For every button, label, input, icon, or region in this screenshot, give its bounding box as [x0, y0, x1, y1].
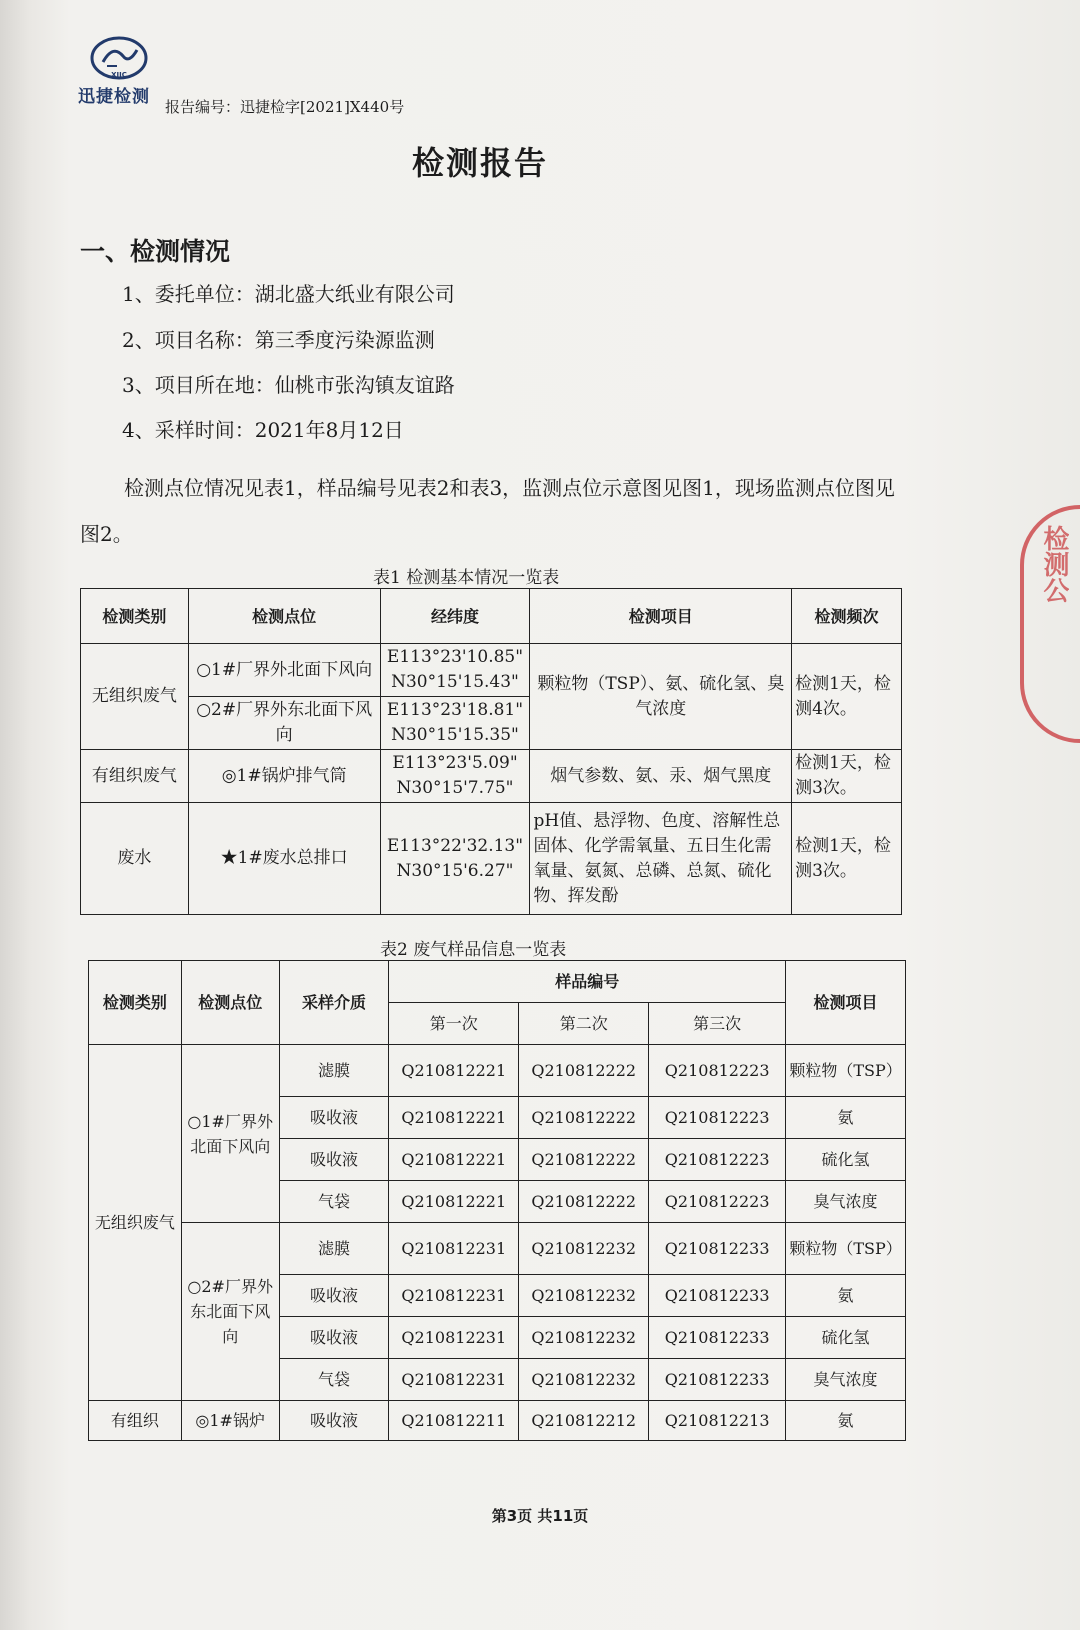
table2-sample: Q210812221	[389, 1139, 519, 1181]
table2-sample: Q210812222	[519, 1181, 649, 1223]
table2-sample: Q210812222	[519, 1097, 649, 1139]
table2-header-point: 检测点位	[181, 961, 279, 1045]
table2-item: 颗粒物（TSP）	[786, 1045, 906, 1097]
info-client: 1、委托单位：湖北盛大纸业有限公司	[122, 282, 455, 306]
table2-medium: 滤膜	[279, 1223, 389, 1275]
report-number: 报告编号：迅捷检字[2021]X440号	[165, 98, 405, 116]
table2-sample: Q210812223	[649, 1097, 786, 1139]
page-title: 检测报告	[411, 144, 548, 182]
table2-sample: Q210812223	[649, 1139, 786, 1181]
table2-sample: Q210812223	[649, 1181, 786, 1223]
table1-coord: E113°23'10.85" N30°15'15.43"	[380, 644, 530, 697]
description-paragraph: 检测点位情况见表1，样品编号见表2和表3，监测点位示意图见图1，现场监测点位图见图2。	[80, 476, 895, 546]
table2-sample: Q210812231	[389, 1223, 519, 1275]
table1-category: 废水	[81, 803, 189, 915]
table2-header-medium: 采样介质	[279, 961, 389, 1045]
table2	[88, 960, 906, 1441]
info-project-name: 2、项目名称：第三季度污染源监测	[122, 328, 435, 352]
table2-header-first: 第一次	[389, 1003, 519, 1045]
table2-item: 臭气浓度	[786, 1359, 906, 1401]
table2-header-second: 第二次	[519, 1003, 649, 1045]
table2-medium: 吸收液	[279, 1317, 389, 1359]
table1-category: 无组织废气	[81, 644, 189, 750]
table2-sample: Q210812222	[519, 1139, 649, 1181]
table2-item: 氨	[786, 1275, 906, 1317]
table1-coord: E113°23'5.09" N30°15'7.75"	[380, 750, 530, 803]
table2-medium: 气袋	[279, 1359, 389, 1401]
table2-point: ○2#厂界外东北面下风向	[181, 1223, 279, 1401]
table1-header-coord: 经纬度	[380, 589, 530, 644]
table2-sample: Q210812222	[519, 1045, 649, 1097]
table-row	[89, 1045, 906, 1097]
table1-items: 颗粒物（TSP）、氨、硫化氢、臭气浓度	[530, 644, 792, 750]
table2-sample: Q210812231	[389, 1275, 519, 1317]
table1-point: ★1#废水总排口	[188, 803, 380, 915]
table-row	[81, 750, 902, 803]
table2-point: ◎1#锅炉	[181, 1401, 279, 1441]
table2-sample: Q210812232	[519, 1317, 649, 1359]
table1-coord: E113°22'32.13" N30°15'6.27"	[380, 803, 530, 915]
company-logo	[78, 36, 160, 107]
table-row	[81, 644, 902, 697]
table2-item: 氨	[786, 1401, 906, 1441]
table2-item: 硫化氢	[786, 1139, 906, 1181]
table1-items: pH值、悬浮物、色度、溶解性总固体、化学需氧量、五日生化需氧量、氨氮、总磷、总氮、硫化物、挥发酚	[530, 803, 792, 915]
table2-item: 颗粒物（TSP）	[786, 1223, 906, 1275]
table2-header-third: 第三次	[649, 1003, 786, 1045]
table1-point: ○1#厂界外北面下风向	[188, 644, 380, 697]
logo-text: 迅捷检测	[78, 87, 150, 107]
table1-coord: E113°23'18.81" N30°15'15.35"	[380, 697, 530, 750]
table2-item: 硫化氢	[786, 1317, 906, 1359]
table2-sample: Q210812223	[649, 1045, 786, 1097]
table-row	[81, 803, 902, 915]
table2-medium: 气袋	[279, 1181, 389, 1223]
table2-sample: Q210812233	[649, 1223, 786, 1275]
table2-caption: 表2 废气样品信息一览表	[380, 940, 567, 960]
page-footer: 第3页 共11页	[491, 1507, 589, 1525]
table2-medium: 吸收液	[279, 1139, 389, 1181]
table2-sample: Q210812232	[519, 1223, 649, 1275]
table2-point: ○1#厂界外北面下风向	[181, 1045, 279, 1223]
table1-point: ○2#厂界外东北面下风向	[188, 697, 380, 750]
table2-category: 有组织	[89, 1401, 182, 1441]
table2-medium: 吸收液	[279, 1401, 389, 1441]
table2-medium: 滤膜	[279, 1045, 389, 1097]
table2-sample: Q210812232	[519, 1359, 649, 1401]
table2-sample: Q210812212	[519, 1401, 649, 1441]
table1-header-frequency: 检测频次	[792, 589, 902, 644]
table2-medium: 吸收液	[279, 1097, 389, 1139]
table1-category: 有组织废气	[81, 750, 189, 803]
table2-sample: Q210812231	[389, 1359, 519, 1401]
table2-sample: Q210812221	[389, 1097, 519, 1139]
table2-header-row	[89, 961, 906, 1003]
red-seal-stamp-text: 检测公	[1039, 525, 1069, 603]
table2-sample: Q210812232	[519, 1275, 649, 1317]
table1-header-category: 检测类别	[81, 589, 189, 644]
table1-frequency: 检测1天，检测3次。	[792, 750, 902, 803]
table2-sample: Q210812211	[389, 1401, 519, 1441]
table2-sample: Q210812221	[389, 1045, 519, 1097]
table2-sample: Q210812233	[649, 1359, 786, 1401]
table-row	[89, 1223, 906, 1275]
table1-header-items: 检测项目	[530, 589, 792, 644]
table2-sample: Q210812233	[649, 1317, 786, 1359]
table2-header-sample-no: 样品编号	[389, 961, 786, 1003]
table-row	[89, 1401, 906, 1441]
logo-emblem-icon	[89, 36, 149, 80]
table2-sample: Q210812221	[389, 1181, 519, 1223]
info-sampling-time: 4、采样时间：2021年8月12日	[122, 418, 404, 442]
table1-frequency: 检测1天，检测4次。	[792, 644, 902, 750]
table2-medium: 吸收液	[279, 1275, 389, 1317]
table2-item: 氨	[786, 1097, 906, 1139]
table1-items: 烟气参数、氨、汞、烟气黑度	[530, 750, 792, 803]
table1-caption: 表1 检测基本情况一览表	[373, 568, 560, 588]
table2-header-category: 检测类别	[89, 961, 182, 1045]
table1-point: ◎1#锅炉排气筒	[188, 750, 380, 803]
info-project-location: 3、项目所在地：仙桃市张沟镇友谊路	[122, 373, 455, 397]
table2-category: 无组织废气	[89, 1045, 182, 1401]
logo-small-text: XJJC	[111, 71, 127, 79]
table1	[80, 588, 902, 915]
table1-frequency: 检测1天，检测3次。	[792, 803, 902, 915]
table2-sample: Q210812231	[389, 1317, 519, 1359]
table2-header-item: 检测项目	[786, 961, 906, 1045]
table1-header-row	[81, 589, 902, 644]
table2-item: 臭气浓度	[786, 1181, 906, 1223]
table1-header-point: 检测点位	[188, 589, 380, 644]
section-heading: 一、检测情况	[80, 237, 231, 266]
table2-sample: Q210812213	[649, 1401, 786, 1441]
table2-sample: Q210812233	[649, 1275, 786, 1317]
